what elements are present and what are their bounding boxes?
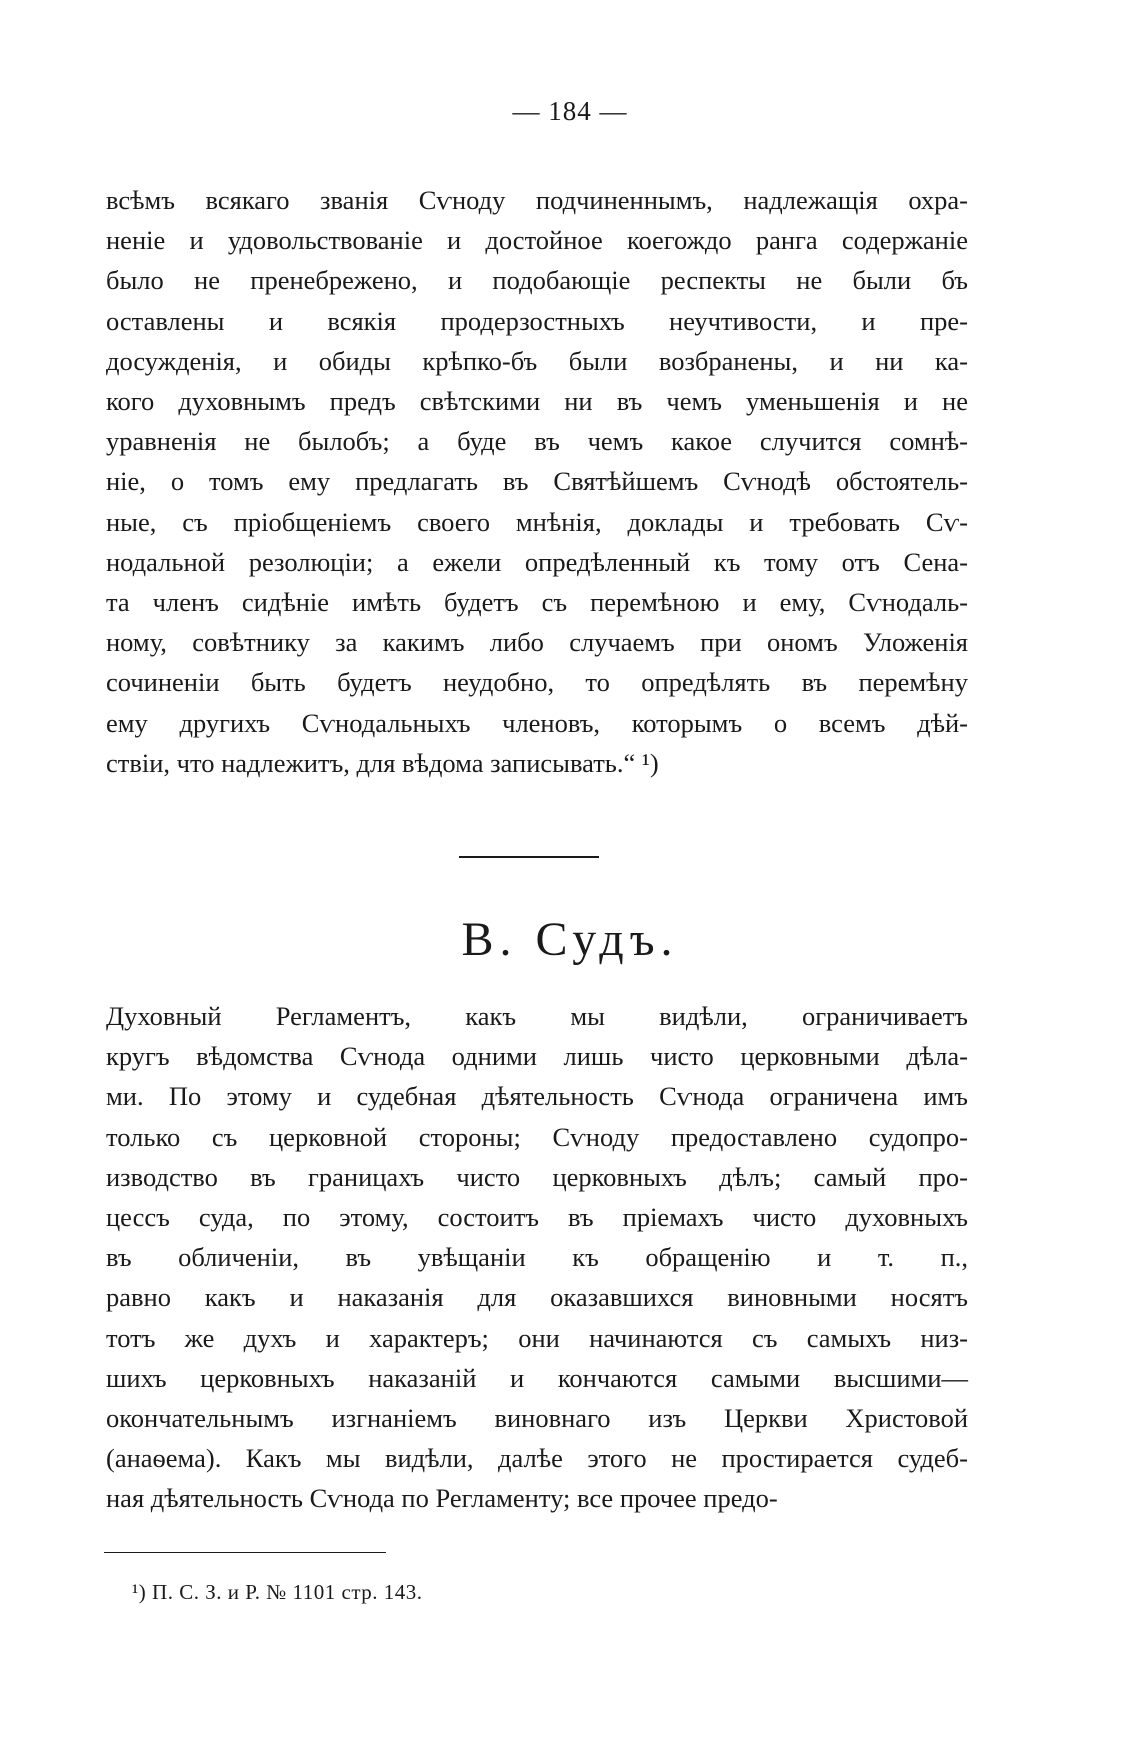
text-line: Духовный Регламентъ, какъ мы видѣли, ограничиваетъ — [106, 1001, 968, 1031]
text-line: ему другихъ Сѵнодальныхъ членовъ, которымъ о всемъ дѣй- — [106, 707, 968, 738]
page-number: — 184 — — [512, 96, 628, 126]
text-line: ствіи, что надлежитъ, для вѣдома записывать.“ ¹) — [106, 747, 659, 778]
footnote: ¹) П. С. З. и Р. № 1101 стр. 143. — [132, 1580, 423, 1604]
text-line: изводство въ границахъ чисто церковныхъ дѣлъ; самый про- — [106, 1161, 968, 1192]
text-line: кого духовнымъ предъ свѣтскими ни въ чемъ уменьшенія и не — [106, 386, 968, 417]
text-line: та членъ сидѣніе имѣть будетъ съ перемѣною и ему, Сѵнодаль- — [106, 587, 968, 618]
text-line: было не пренебрежено, и подобающіе респекты не были бъ — [106, 265, 968, 296]
text-line: шихъ церковныхъ наказаній и кончаются самыми высшими— — [106, 1362, 968, 1393]
text-line: (анаѳема). Какъ мы видѣли, далѣе этого не простирается судеб- — [106, 1443, 968, 1474]
footnote-rule — [104, 1552, 386, 1553]
text-line: ная дѣятельность Сѵнода по Регламенту; все прочее предо- — [106, 1483, 778, 1514]
paragraph-continuation — [106, 180, 968, 783]
text-line: тотъ же духъ и характеръ; они начинаются съ самыхъ низ- — [106, 1322, 968, 1353]
text-line: въ обличеніи, въ увѣщаніи къ обращенію и т. п., — [106, 1242, 968, 1273]
text-line: ніе, о томъ ему предлагать въ Святѣйшемъ Сѵнодѣ обстоятель- — [106, 466, 968, 497]
text-line: досужденія, и обиды крѣпко-бъ были возбранены, и ни ка- — [106, 345, 968, 376]
text-line: кругъ вѣдомства Сѵнода одними лишь чисто церковными дѣла- — [106, 1041, 968, 1072]
text-line: ми. По этому и судебная дѣятельность Сѵнода ограничена имъ — [106, 1081, 968, 1112]
text-line: уравненія не былобъ; а буде въ чемъ какое случится сомнѣ- — [106, 426, 968, 457]
paragraph-court — [106, 996, 968, 1519]
text-line: неніе и удовольствованіе и достойное коегождо ранга содержаніе — [106, 225, 968, 256]
text-line: всѣмъ всякаго званія Сѵноду подчиненнымъ, надлежащія охра- — [106, 185, 968, 215]
text-line: ному, совѣтнику за какимъ либо случаемъ при ономъ Уложенія — [106, 627, 968, 658]
section-heading: В. Судъ. — [461, 913, 679, 966]
section-divider — [459, 856, 599, 858]
text-line: равно какъ и наказанія для оказавшихся виновными носятъ — [106, 1282, 968, 1313]
text-line: оставлены и всякія продерзостныхъ неучтивости, и пре- — [106, 305, 968, 336]
text-line: цессъ суда, по этому, состоитъ въ пріемахъ чисто духовныхъ — [106, 1202, 968, 1233]
text-line: ные, съ пріобщеніемъ своего мнѣнія, доклады и требовать Сѵ- — [106, 506, 968, 537]
text-line: сочиненіи быть будетъ неудобно, то опредѣлять въ перемѣну — [106, 667, 968, 698]
text-line: только съ церковной стороны; Сѵноду предоставлено судопро- — [106, 1121, 968, 1152]
text-line: окончательнымъ изгнаніемъ виновнаго изъ Церкви Христовой — [106, 1403, 968, 1434]
text-line: нодальной резолюціи; а ежели опредѣленный къ тому отъ Сена- — [106, 546, 968, 577]
